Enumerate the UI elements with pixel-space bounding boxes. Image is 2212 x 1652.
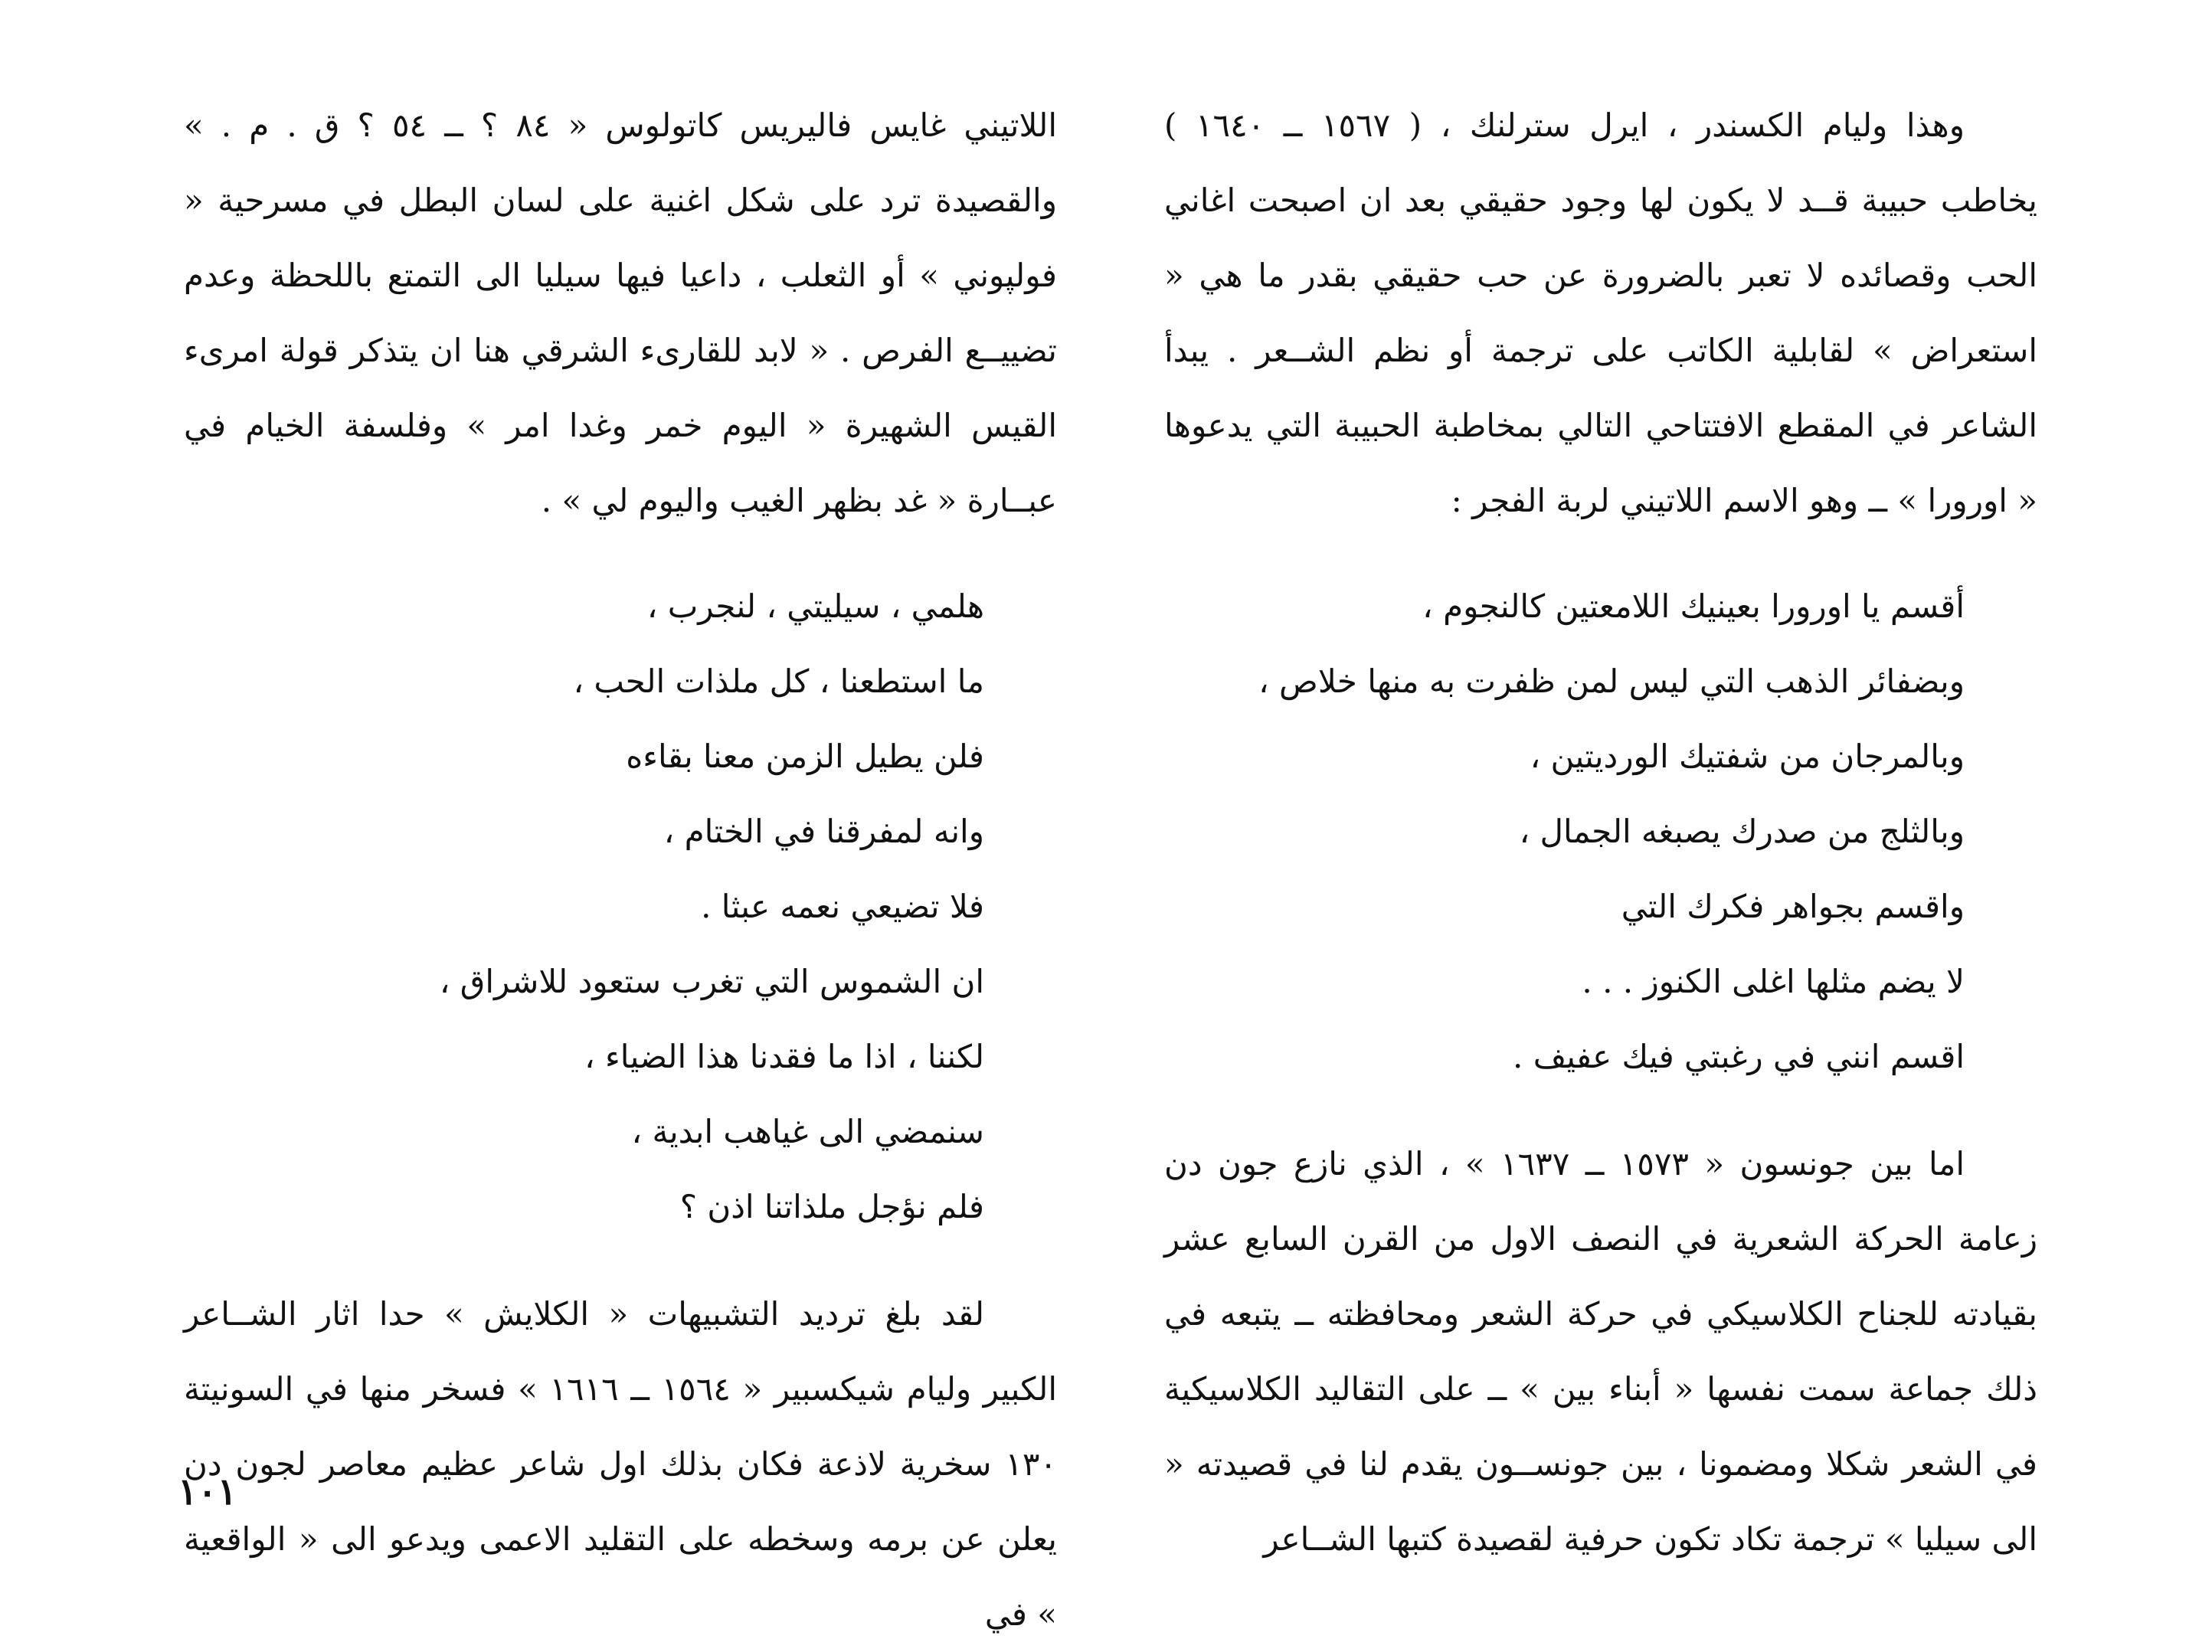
- page-number: ١٠١: [178, 1470, 237, 1513]
- verse-line: وبالمرجان من شفتيك الورديتين ،: [1530, 738, 1965, 775]
- verse-line: وبالثلج من صدرك يصبغه الجمال ،: [1519, 813, 1965, 850]
- verse-line: وبضفائر الذهب التي ليس لمن ظفرت به منها خلاص ،: [1258, 662, 1965, 700]
- verse-line: ما استطعنا ، كل ملذات الحب ،: [573, 662, 984, 700]
- left-text-column: [184, 88, 1057, 1652]
- verse-line: فلا تضيعي نعمه عبثا .: [701, 888, 984, 925]
- verse-line: ان الشموس التي تغرب ستعود للاشراق ،: [439, 963, 984, 1000]
- verse-line: فلم نؤجل ملذاتنا اذن ؟: [679, 1188, 984, 1225]
- left-verse-block: [184, 569, 1057, 1245]
- verse-line: هلمي ، سيليتي ، لنجرب ،: [646, 587, 984, 625]
- verse-line: واقسم بجواهر فكرك التي: [1621, 888, 1965, 925]
- verse-line: أقسم يا اورورا بعينيك اللامعتين كالنجوم ،: [1422, 587, 1965, 625]
- verse-line: اقسم انني في رغبتي فيك عفيف .: [1513, 1038, 1965, 1075]
- right-verse-block: [1164, 569, 2037, 1094]
- verse-line: فلن يطيل الزمن معنا بقاءه: [626, 738, 984, 775]
- left-paragraph-2: لقد بلغ ترديد التشبيهات « الكلايش » حدا اثار الشــاعر الكبير وليام شيكسبير « ١٥٦٤ ــ ١٦١٦ » فسخر منها في السونيتة ١٣٠ سخرية لاذعة فكان بذلك اول شاعر عظيم معاصر لجون دن يعلن عن برمه وسخطه على التقليد الاعمى ويدعو الى « الواقعية » في: [184, 1295, 1057, 1633]
- verse-line: لا يضم مثلها اغلى الكنوز . . .: [1582, 963, 1965, 1000]
- verse-line: وانه لمفرقنا في الختام ،: [663, 813, 984, 850]
- right-text-column: [1164, 88, 2037, 1577]
- left-paragraph-1: اللاتيني غايس فاليريس كاتولوس « ٨٤ ؟ ــ ٥٤ ؟ ق . م . » والقصيدة ترد على شكل اغنية على لسان البطل في مسرحية « فولپوني » أو الثعلب ، داعيا فيها سيليا الى التمتع باللحظة وعدم تضييــع الفرص . « لابد للقارىء الشرقي هنا ان يتذكر قولة امرىء القيس الشهيرة « اليوم خمر وغدا امر » وفلسفة الخيام في عبــارة « غد بظهر الغيب واليوم لي » .: [184, 106, 1057, 519]
- right-paragraph-1: وهذا وليام الكسندر ، ايرل سترلنك ، ( ١٥٦٧ ــ ١٦٤٠ ) يخاطب حبيبة قــد لا يكون لها وجود حقيقي بعد ان اصبحت اغاني الحب وقصائده لا تعبر بالضرورة عن حب حقيقي بقدر ما هي « استعراض » لقابلية الكاتب على ترجمة أو نظم الشــعر . يبدأ الشاعر في المقطع الافتتاحي التالي بمخاطبة الحبيبة التي يدعوها « اورورا » ــ وهو الاسم اللاتيني لربة الفجر :: [1164, 106, 2037, 519]
- verse-line: سنمضي الى غياهب ابدية ،: [631, 1113, 984, 1150]
- right-paragraph-2: اما بين جونسون « ١٥٧٣ ــ ١٦٣٧ » ، الذي نازع جون دن زعامة الحركة الشعرية في النصف الاول من القرن السابع عشر بقيادته للجناح الكلاسيكي في حركة الشعر ومحافظته ــ يتبعه في ذلك جماعة سمت نفسها « أبناء بين » ــ على التقاليد الكلاسيكية في الشعر شكلا ومضمونا ، بين جونســون يقدم لنا في قصيدته « الى سيليا » ترجمة تكاد تكون حرفية لقصيدة كتبها الشــاعر: [1164, 1145, 2037, 1558]
- verse-line: لكننا ، اذا ما فقدنا هذا الضياء ،: [584, 1038, 984, 1075]
